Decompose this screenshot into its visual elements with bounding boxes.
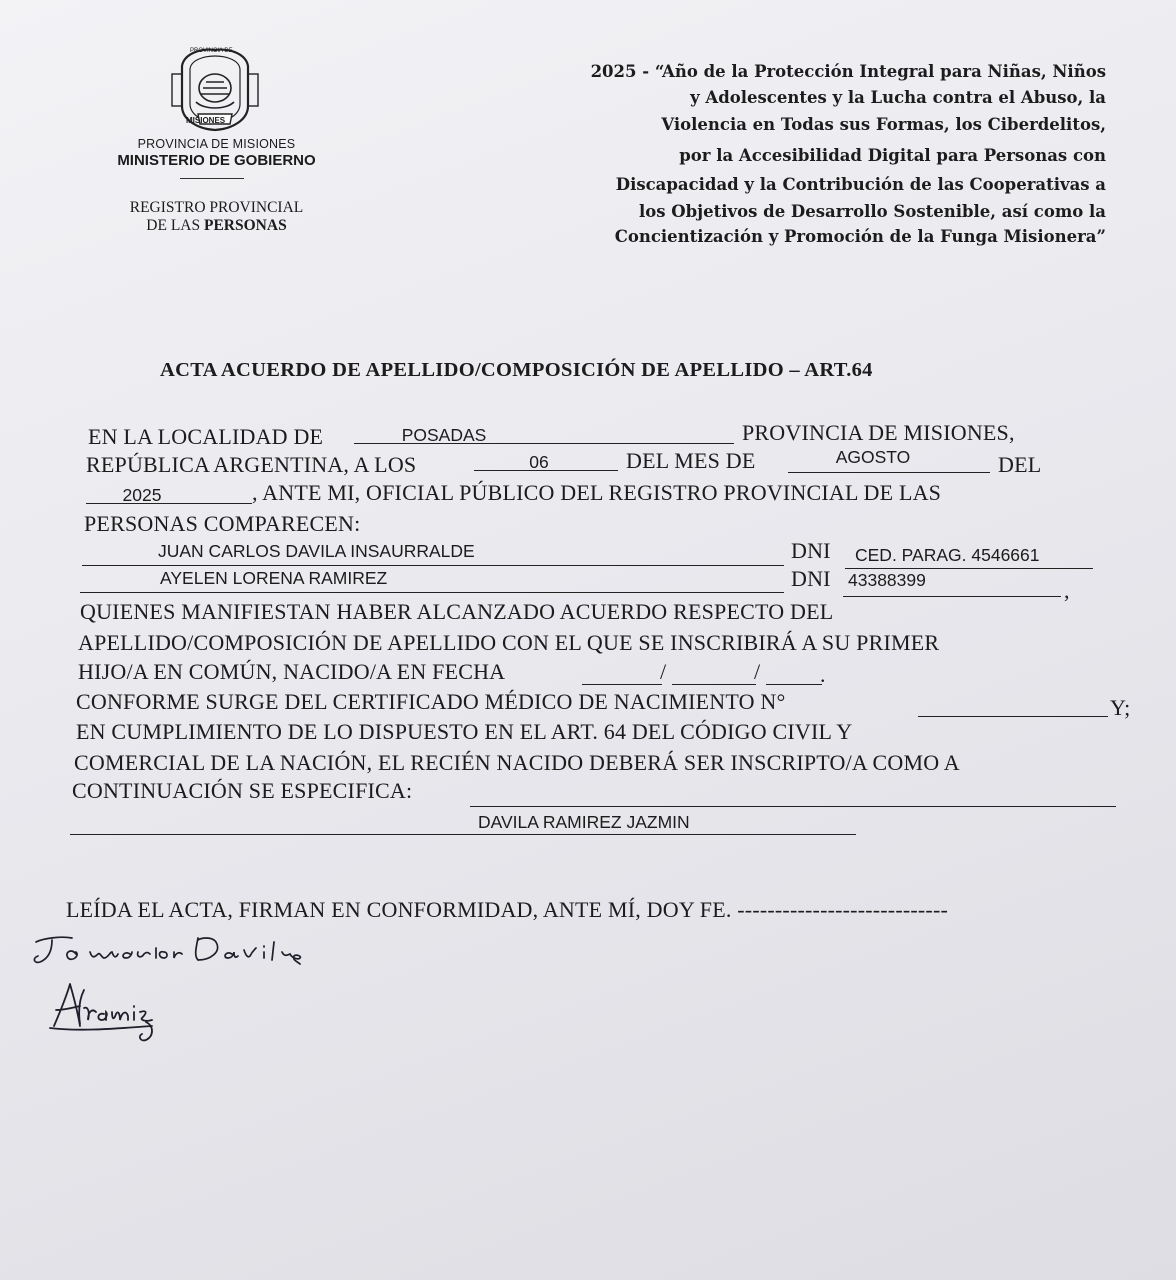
seal-text-bottom: MISIONES [186,116,226,125]
registry-line-1: REGISTRO PROVINCIAL [129,199,304,216]
motto-line: y Adolescentes y la Lucha contra el Abuso, la [690,88,1106,107]
blank-line [845,568,1093,569]
registry-line-2-bold: PERSONAS [204,217,287,234]
text-hijo: HIJO/A EN COMÚN, NACIDO/A EN FECHA [78,659,506,684]
seal-text-top: PROVINCIA DE [190,48,233,54]
text-period: . [820,662,826,687]
text-ante-mi: , ANTE MI, OFICIAL PÚBLICO DEL REGISTRO PROVINCIAL DE LAS [252,480,942,505]
blank-line [80,592,784,593]
motto-line: Discapacidad y la Contribución de las Cooperativas a [615,175,1106,194]
text-dni-1: DNI [791,538,831,563]
field-compareciente-1-nombre: JUAN CARLOS DAVILA INSAURRALDE [158,541,475,561]
registry-line-2-pre: DE LAS [146,217,204,234]
motto-line: Violencia en Todas sus Formas, los Ciberdelitos, [661,115,1106,134]
blank-line [788,472,990,473]
motto-line: por la Accesibilidad Digital para Personas con [679,146,1106,165]
motto-line: 2025 - “Año de la Protección Integral para Niñas, Niños [590,62,1106,81]
field-compareciente-1-dni: CED. PARAG. 4546661 [855,545,1040,565]
text-closing: LEÍDA EL ACTA, FIRMAN EN CONFORMIDAD, ANTE MÍ, DOY FE. ---------------------------- [66,897,949,922]
text-quienes: QUIENES MANIFIESTAN HABER ALCANZADO ACUERDO RESPECTO DEL [80,599,834,624]
signature-ramirez [42,976,177,1046]
text-cumplimiento: EN CUMPLIMIENTO DE LO DISPUESTO EN EL ART. 64 DEL CÓDIGO CIVIL Y [76,719,853,744]
text-personas-comparecen: PERSONAS COMPARECEN: [84,511,361,536]
text-slash: / [754,659,761,684]
ministry-name: MINISTERIO DE GOBIERNO [117,152,316,169]
blank-line [82,565,784,566]
text-republica: REPÚBLICA ARGENTINA, A LOS [86,452,417,477]
document-title: ACTA ACUERDO DE APELLIDO/COMPOSICIÓN DE APELLIDO – ART.64 [160,359,873,381]
text-comercial: COMERCIAL DE LA NACIÓN, EL RECIÉN NACIDO DEBERÁ SER INSCRIPTO/A COMO A [74,750,960,775]
motto-line: los Objetivos de Desarrollo Sostenible, así como la [638,202,1106,221]
motto-line: Concientización y Promoción de la Funga Misionera” [614,227,1106,246]
text-localidad-label: EN LA LOCALIDAD DE [88,424,324,449]
text-apellido: APELLIDO/COMPOSICIÓN DE APELLIDO CON EL QUE SE INSCRIBIRÁ A SU PRIMER [78,630,940,655]
text-del: DEL [998,452,1042,477]
blank-line [70,834,856,835]
text-del-mes: DEL MES DE [626,448,756,473]
text-dni-2: DNI [791,566,831,591]
field-dia: 06 [529,452,549,472]
blank-line [843,596,1061,597]
registry-line-2 [104,217,329,235]
text-provincia: PROVINCIA DE MISIONES, [742,420,1015,445]
blank-line [470,806,1116,807]
text-slash: / [660,659,667,684]
province-name: PROVINCIA DE MISIONES [137,137,296,151]
field-anio: 2025 [122,485,162,505]
text-conforme: CONFORME SURGE DEL CERTIFICADO MÉDICO DE NACIMIENTO N° [76,689,786,714]
text-continuacion: CONTINUACIÓN SE ESPECIFICA: [72,778,413,803]
field-nombre-inscripto: DAVILA RAMIREZ JAZMIN [478,812,690,832]
blank-line [582,684,662,685]
text-comma: , [1064,578,1070,603]
signature-juan-carlos-davila [28,928,328,974]
header-divider [180,178,244,179]
field-localidad: POSADAS [401,425,487,445]
field-compareciente-2-dni: 43388399 [848,570,926,590]
blank-line [672,684,756,685]
text-y: Y; [1110,695,1131,720]
field-mes: AGOSTO [835,447,911,467]
blank-line [918,716,1108,717]
blank-line [766,684,822,685]
field-compareciente-2-nombre: AYELEN LORENA RAMIREZ [160,568,388,588]
